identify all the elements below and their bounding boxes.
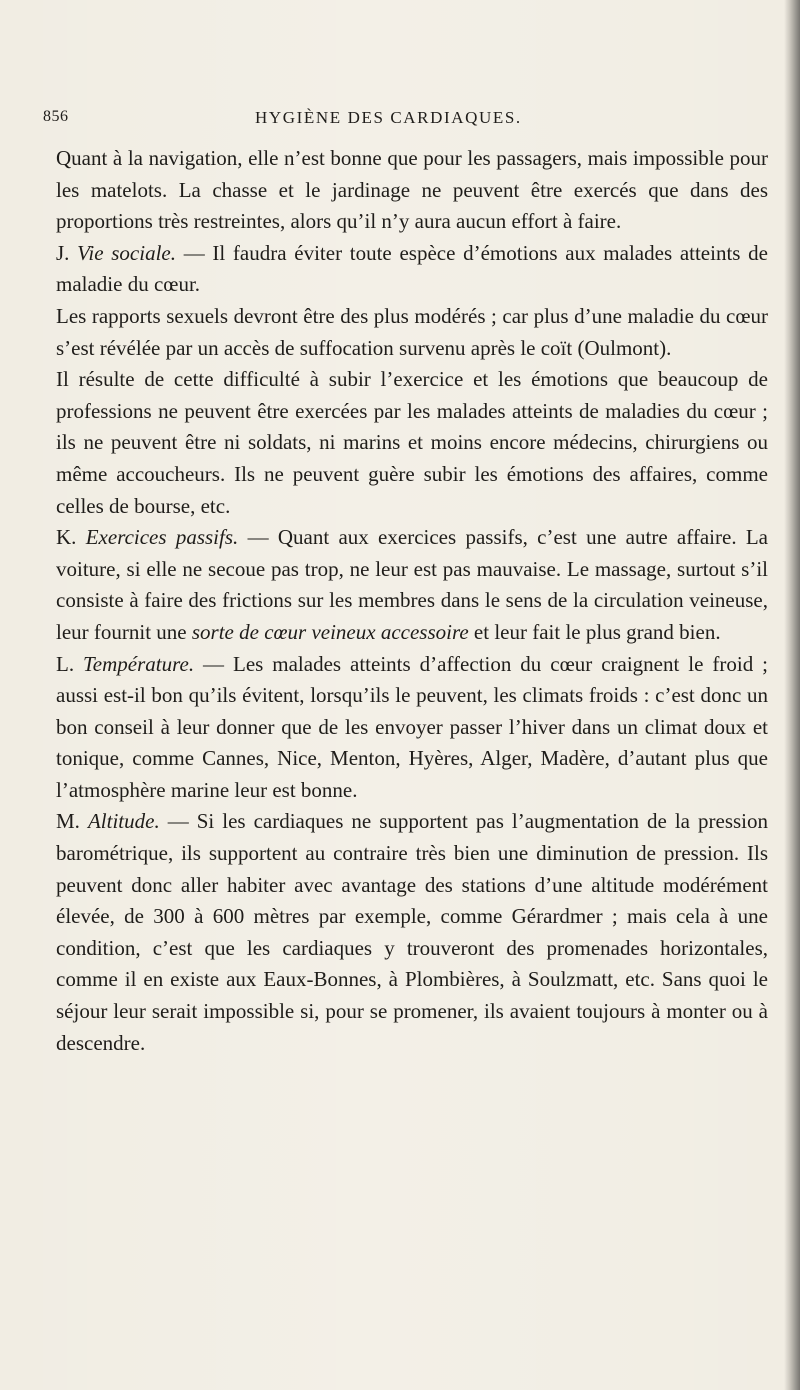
paragraph-exercices-passifs [56,522,768,648]
section-title: Exercices passifs. [85,525,239,550]
paragraph-text: Les rapports sexuels devront être des plus modérés ; car plus d’une maladie du cœur s’est révélée par un accès de suffocation survenu après le coït (Oulmont). [56,303,768,360]
emphasis-text: sorte de cœur veineux accessoire [191,619,469,644]
paragraph-rapports [56,301,768,364]
running-title: HYGIÈNE DES CARDIAQUES. [255,108,522,127]
section-title: Température. [83,651,195,676]
paragraph-text: — Si les cardiaques ne supportent pas l’augmentation de la pression barométrique, ils supportent au contraire très bien une diminution de pression. Ils peuvent donc aller habiter avec avantage des stations d’une altitude modérément élevée, de 300 à 600 mètres par exemple, comme Gérardmer ; mais cela à une condition, c’est que les cardiaques y trouveront des promenades horizontales, comme il en existe aux Eaux-Bonnes, à Plombières, à Soulzmatt, etc. Sans quoi le séjour leur serait impossible si, pour se promener, ils avaient toujours à monter ou à descendre. [56,809,768,1055]
paragraph-text: — Quant aux exercices passifs, c’est une autre affaire. La voiture, si elle ne secoue pas trop, ne leur est pas mauvaise. Le massage, surtout s’il consiste à faire des frictions sur les membres dans le sens de la circulation veineuse, leur fournit une [56,525,769,644]
paragraph-vie-sociale [56,238,768,301]
paragraph-text: — Il faudra éviter toute espèce d’émotions aux malades atteints de maladie du cœur. [56,240,768,297]
page-edge-shadow [784,0,800,1390]
page-header [0,108,800,140]
section-label: M. [56,809,80,834]
paragraph-altitude [56,806,768,1059]
paragraph-text: Quant à la navigation, elle n’est bonne que pour les passagers, mais impossible pour les matelots. La chasse et le jardinage ne peuvent être exercés que dans des proportions très restreintes, alors qu’il n’y aura aucun effort à faire. [56,146,768,234]
page-text [56,143,768,1059]
section-label: L. [56,651,75,676]
section-title: Vie sociale. [77,240,176,265]
section-title: Altitude. [87,809,160,834]
section-label: K. [56,525,77,550]
paragraph-temperature [56,649,768,807]
paragraph-navigation [56,143,768,238]
paragraph-text: — Les malades atteints d’affection du cœur craignent le froid ; aussi est-il bon qu’ils évitent, lorsqu’ils le peuvent, les climats froids : c’est donc un bon conseil à leur donner que de les envoyer passer l’hiver dans un climat doux et tonique, comme Cannes, Nice, Menton, Hyères, Alger, Madère, d’autant plus que l’atmosphère marine leur est bonne. [56,651,768,802]
section-label: J. [56,240,70,265]
paragraph-text: Il résulte de cette difficulté à subir l’exercice et les émotions que beaucoup de professions ne peuvent être exercées par les malades atteints de maladies du cœur ; ils ne peuvent être ni soldats, ni marins et moins encore médecins, chirurgiens ou même accoucheurs. Ils ne peuvent guère subir les émotions des affaires, comme celles de bourse, etc. [56,367,768,518]
paragraph-professions [56,364,768,522]
page-number: 856 [43,108,69,125]
paragraph-text: et leur fait le plus grand bien. [468,619,721,644]
